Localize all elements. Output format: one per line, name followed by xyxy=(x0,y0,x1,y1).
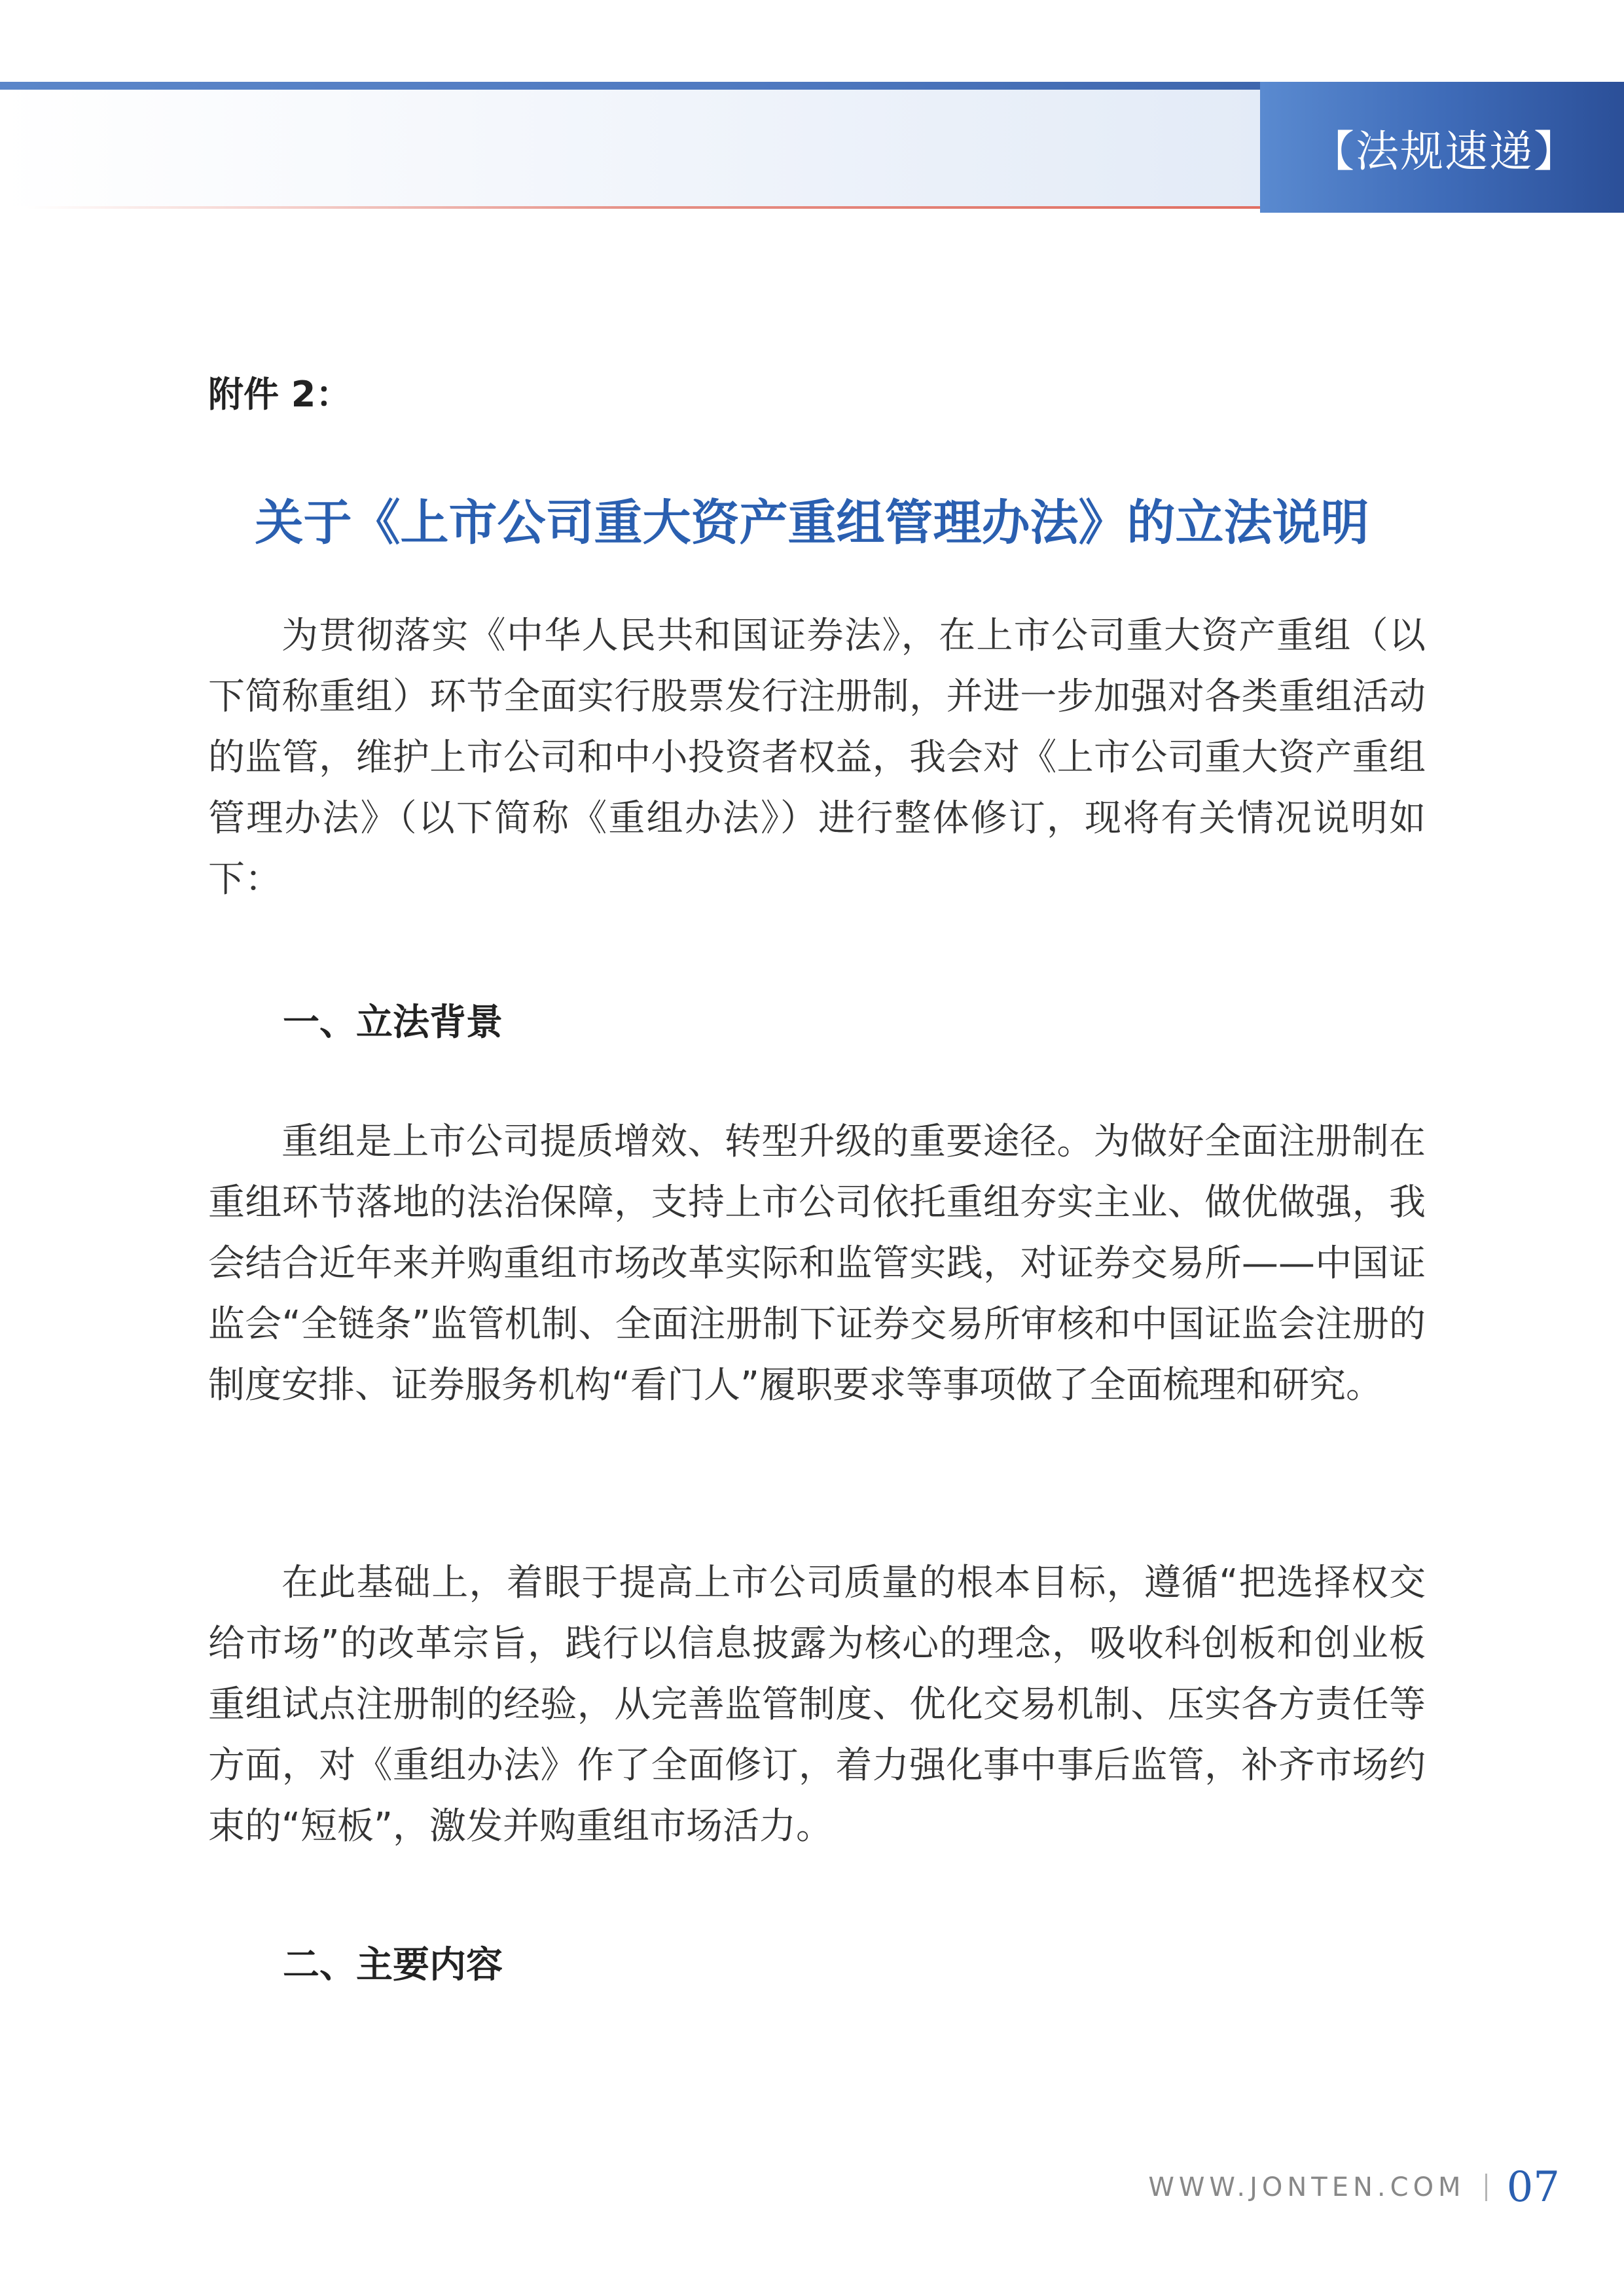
section-tab-label: 【法规速递】 xyxy=(1311,126,1578,177)
footer-divider xyxy=(1485,2174,1487,2201)
background-paragraph-1: 重组是上市公司提质增效、转型升级的重要途径。为做好全面注册制在重组环节落地的法治保障，支持上市公司依托重组夯实主业、做优做强，我会结合近年来并购重组市场改革实际和监管实践，对证券交易所——中国证监会“全链条”监管机制、全面注册制下证券交易所审核和中国证监会注册的制度安排、证券服务机构“看门人”履职要求等事项做了全面梳理和研究。 xyxy=(208,1121,1426,1407)
header-accent-line xyxy=(26,206,1260,209)
page-header xyxy=(0,82,1624,213)
footer-website: WWW.JONTEN.COM xyxy=(1148,2172,1466,2202)
header-top-line xyxy=(0,82,1260,90)
section-tab xyxy=(1260,82,1624,213)
header-band xyxy=(0,90,1260,206)
background-paragraph-2: 在此基础上，着眼于提高上市公司质量的根本目标，遵循“把选择权交给市场”的改革宗旨，践行以信息披露为核心的理念，吸收科创板和创业板重组试点注册制的经验，从完善监管制度、优化交易机制、压实各方责任等方面，对《重组办法》作了全面修订，着力强化事中事后监管，补齐市场约束的“短板”，激发并购重组市场活力。 xyxy=(208,1562,1426,1848)
attachment-label: 附件 2： xyxy=(208,374,352,415)
page-number: 07 xyxy=(1506,2163,1560,2212)
section-heading-background: 一、立法背景 xyxy=(283,1001,503,1044)
section-heading-main-content: 二、主要内容 xyxy=(283,1944,503,1986)
document-title: 关于《上市公司重大资产重组管理办法》的立法说明 xyxy=(255,495,1369,551)
page-footer xyxy=(1148,2163,1560,2212)
intro-paragraph: 为贯彻落实《中华人民共和国证券法》，在上市公司重大资产重组（以下简称重组）环节全面实行股票发行注册制，并进一步加强对各类重组活动的监管，维护上市公司和中小投资者权益，我会对《上市公司重大资产重组管理办法》（以下简称《重组办法》）进行整体修订，现将有关情况说明如下： xyxy=(208,615,1426,901)
